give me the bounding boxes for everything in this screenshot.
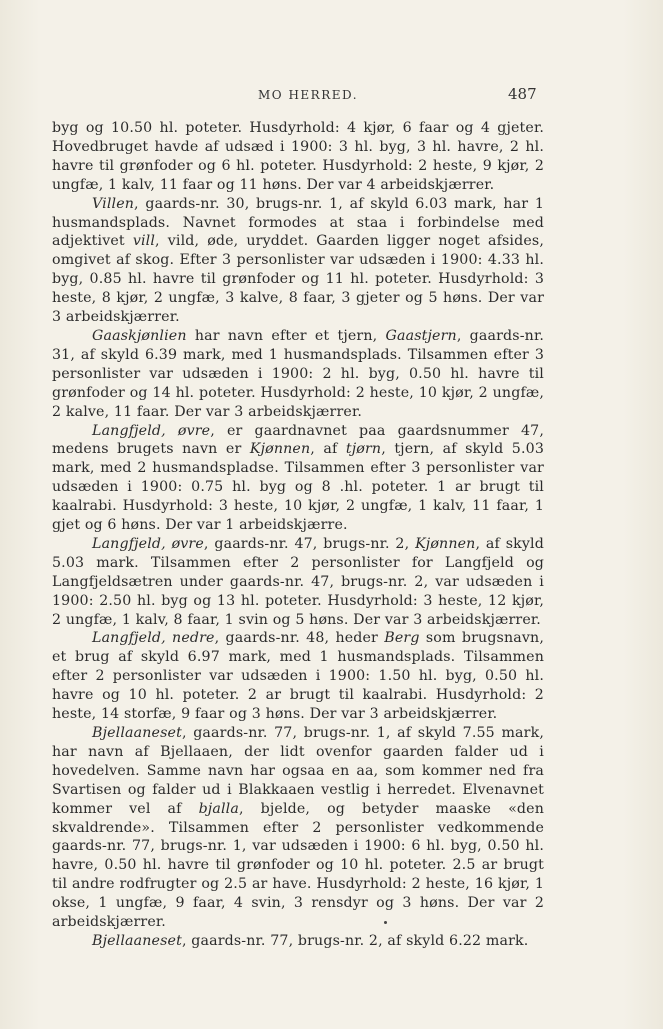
text-run: , tjern, af skyld 5.03 mark, med 2 husmandspladse. Tilsammen efter 3 personlister var udsæden i 1900: 0.75 hl. byg og 8 .hl. poteter. 1 ar brugt til kaalrabi. Husdyrhold: 3 heste, 10 kjør, 2 ungfæ, 1 kalv, 11 faar, 1 gjet og 6 høns. Der var 1 arbeidskjærre. (52, 441, 544, 534)
italic-term: Gaaskjønlien (92, 327, 187, 344)
italic-term: Langfjeld, øvre (92, 535, 204, 552)
text-run: byg og 10.50 hl. poteter. Husdyrhold: 4 kjør, 6 faar og 4 gjeter. Hovedbruget havde af udsæd i 1900: 3 hl. byg, 3 hl. havre, 2 hl. havre til grønfoder og 6 hl. poteter. Husdyrhold: 2 heste, 9 kjør, 2 ungfæ, 1 kalv, 11 faar og 11 høns. Der var 4 arbeidskjærrer. (52, 120, 544, 193)
italic-term: Langfjeld, øvre (92, 422, 211, 439)
italic-term: Kjønnen (249, 441, 311, 458)
italic-term: vill (132, 233, 156, 250)
paragraph (52, 932, 544, 951)
paragraph (52, 629, 544, 724)
text-run: , er gaardnavnet paa gaardsnummer 47, medens brugets navn er (52, 422, 544, 458)
paragraph (52, 119, 544, 195)
text-run: , gaards-nr. 47, brugs-nr. 2, (203, 535, 416, 552)
italic-term: Villen (92, 195, 135, 212)
running-head: MO HERRED. (258, 88, 359, 102)
text-run: , gaards-nr. 30, brugs-nr. 1, af skyld 6.03 mark, har 1 husmandsplads. Navnet formodes at staa i forbindelse med adjektivet (52, 195, 544, 250)
text-run: , gaards-nr. 31, af skyld 6.39 mark, med 1 husmandsplads. Tilsammen efter 3 personlister var udsæden i 1900: 2 hl. byg, 0.50 hl. havre til grønfoder og 14 hl. poteter. Husdyrhold: 2 heste, 10 kjør, 2 ungfæ, 2 kalve, 11 faar. Der var 3 arbeidskjærrer. (52, 327, 544, 420)
text-run: , af (310, 441, 346, 458)
printer-dot (384, 921, 387, 924)
text-run: som brugsnavn, et brug af skyld 6.97 mark, med 1 husmandsplads. Tilsammen efter 2 personlister var udsæden i 1900: 1.50 hl. byg, 0.50 hl. havre og 10 hl. poteter. 2 ar brugt til kaalrabi. Husdyrhold: 2 heste, 14 storfæ, 9 faar og 3 høns. Der var 3 arbeidskjærrer. (52, 630, 544, 723)
text-run: , bjelde, og betyder maaske «den skvaldrende». Tilsammen efter 2 personlister vedkommende gaards-nr. 77, brugs-nr. 1, var udsæden i 1900: 6 hl. byg, 0.50 hl. havre, 0.50 hl. havre til grønfoder og 10 hl. poteter. 2.5 ar brugt til andre rodfrugter og 2.5 ar have. Husdyrhold: 2 heste, 16 kjør, 1 okse, 1 ungfæ, 9 faar, 4 svin, 3 rensdyr og 3 høns. Der var 2 arbeidskjærrer. (52, 800, 544, 931)
italic-term: Kjønnen (415, 535, 476, 552)
italic-term: Langfjeld, nedre (92, 630, 215, 647)
italic-term: bjalla (198, 800, 239, 817)
text-run: , gaards-nr. 77, brugs-nr. 1, af skyld 7.55 mark, har navn af Bjellaaen, der lidt ovenfor gaarden falder ud i hovedelven. Samme navn har ogsaa en aa, som kommer ned fra Svartisen og falder ud i Blakkaaen vestlig i herredet. Elvenavnet kommer vel af (52, 725, 544, 817)
text-run: har navn efter et tjern, (186, 327, 386, 344)
text-run: , af skyld 5.03 mark. Tilsammen efter 2 personlister for Langfjeld og Langfjeldsætren under gaards-nr. 47, brugs-nr. 2, var udsæden i 1900: 2.50 hl. byg og 13 hl. poteter. Husdyrhold: 3 heste, 12 kjør, 2 ungfæ, 1 kalv, 8 faar, 1 svin og 5 høns. Der var 3 arbeidskjærrer. (52, 535, 544, 628)
italic-term: tjørn (345, 441, 382, 458)
text-run: , vild, øde, uryddet. Gaarden ligger noget afsides, omgivet af skog. Efter 3 personlister var udsæden i 1900: 4.33 hl. byg, 0.85 hl. havre til grønfoder og 11 hl. poteter. Husdyrhold: 3 heste, 8 kjør, 2 ungfæ, 3 kalve, 8 faar, 3 gjeter og 5 høns. Der var 3 arbeidskjærrer. (52, 233, 544, 326)
paragraph (52, 535, 544, 630)
paragraph (52, 327, 544, 422)
italic-term: Gaastjern (385, 327, 457, 344)
italic-term: Bjellaaneset (92, 725, 182, 741)
paragraph (52, 195, 544, 327)
italic-term: Berg (384, 630, 420, 647)
page-number: 487 (508, 85, 537, 103)
text-run: , gaards-nr. 48, heder (214, 630, 385, 647)
text-run: , gaards-nr. 77, brugs-nr. 2, af skyld 6.22 mark. (181, 932, 529, 949)
paragraph (52, 724, 544, 932)
body-text (52, 119, 544, 951)
italic-term: Bjellaaneset (92, 932, 182, 949)
paragraph (52, 422, 544, 535)
